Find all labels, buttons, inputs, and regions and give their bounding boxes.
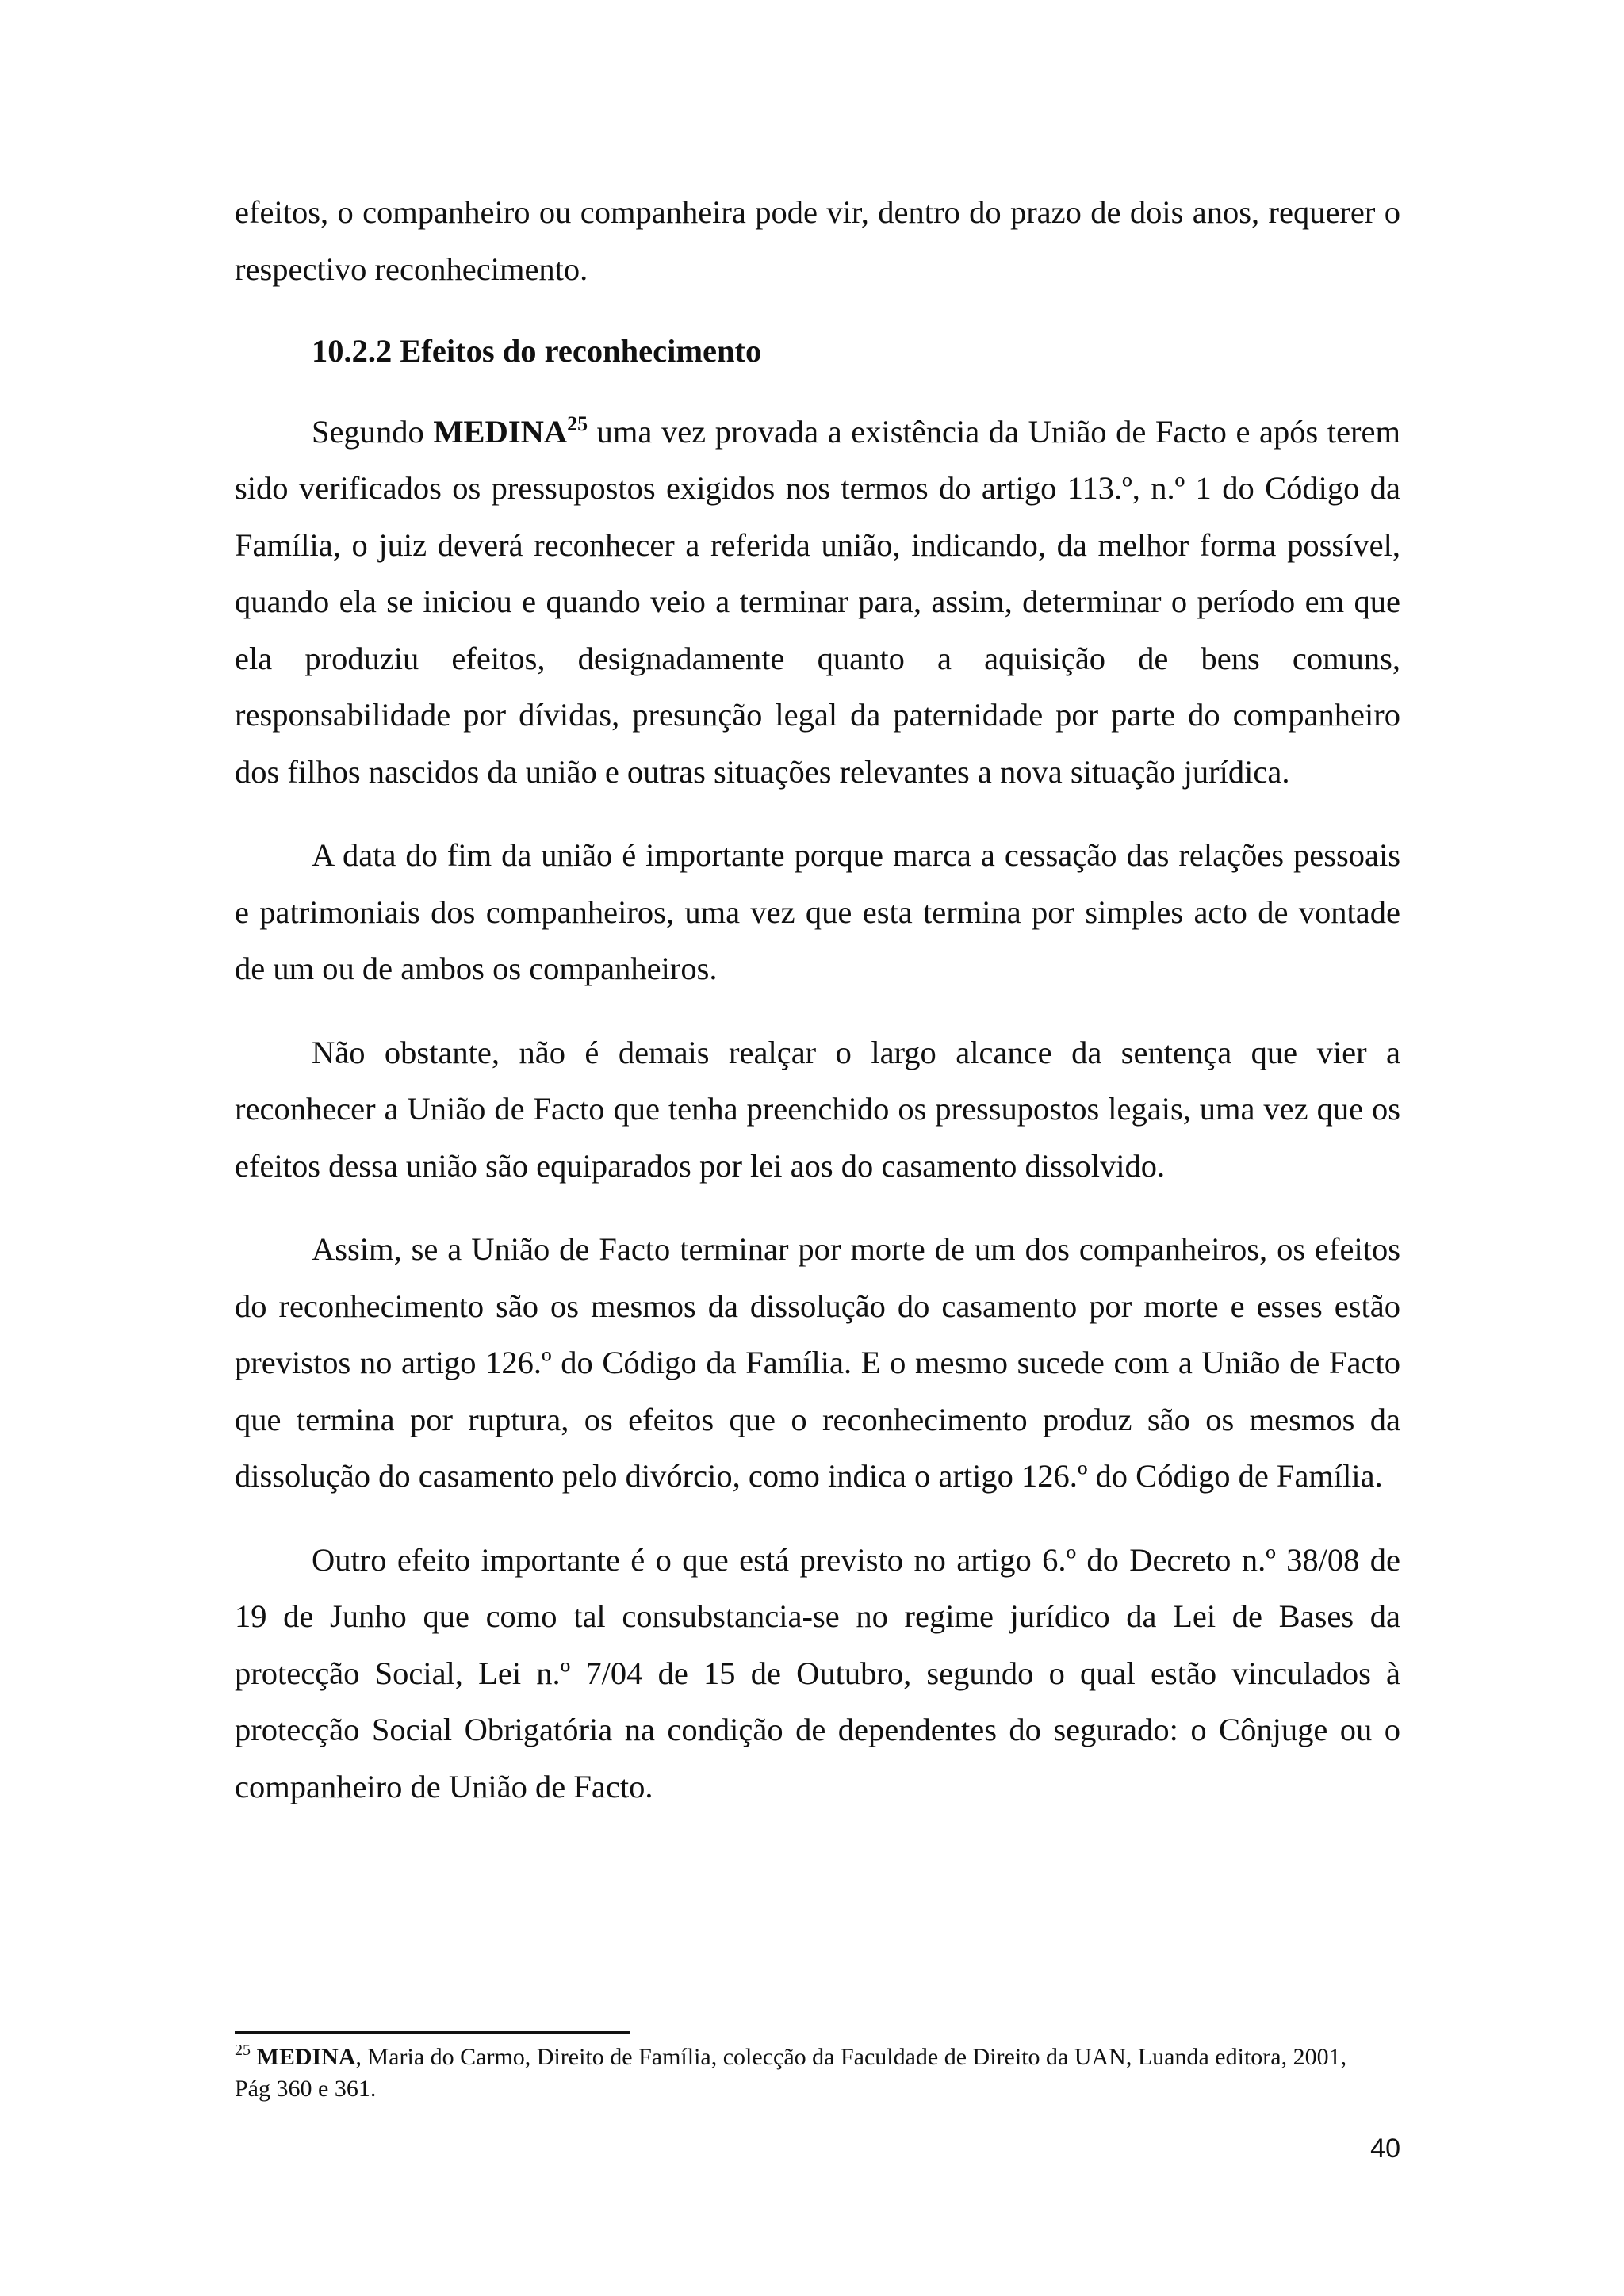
page-body: [235, 184, 1400, 1842]
paragraph-medina: [235, 404, 1400, 801]
paragraph-social-protection: Outro efeito importante é o que está previsto no artigo 6.º do Decreto n.º 38/08 de 19 de Junho que como tal consubstancia-se no regime jurídico da Lei de Bases da protecção Social, Lei n.º 7/04 de 15 de Outubro, segundo o qual estão vinculados à protecção Social Obrigatória na condição de dependentes do segurado: o Cônjuge ou o companheiro de União de Facto.: [235, 1541, 1400, 1804]
paragraph-lead: Segundo: [312, 413, 434, 450]
section-heading: 10.2.2 Efeitos do reconhecimento: [312, 333, 762, 369]
paragraph-death-rupture: Assim, se a União de Facto terminar por morte de um dos companheiros, os efeitos do reconhecimento são os mesmos da dissolução do casamento por morte e esses estão previstos no artigo 126.º do Código da Família. E o mesmo sucede com a União de Facto que termina por ruptura, os efeitos que o reconhecimento produz são os mesmos da dissolução do casamento pelo divórcio, como indica o artigo 126.º do Código de Família.: [235, 1231, 1400, 1494]
footnote-number: 25: [235, 2042, 251, 2059]
footnote-divider: [235, 2031, 630, 2034]
paragraph-end-date: A data do fim da união é importante porque marca a cessação das relações pessoais e patrimoniais dos companheiros, uma vez que esta termina por simples acto de vontade de um ou de ambos os companheiros.: [235, 837, 1400, 986]
cited-author: MEDINA: [433, 413, 568, 450]
footnote-reference[interactable]: 25: [567, 411, 588, 435]
paragraph-scope: Não obstante, não é demais realçar o largo alcance da sentença que vier a reconhecer a União de Facto que tenha preenchido os pressupostos legais, uma vez que os efeitos dessa união são equiparados por lei aos do casamento dissolvido.: [235, 1034, 1400, 1184]
paragraph-rest: uma vez provada a existência da União de Facto e após terem sido verificados os pressupostos exigidos nos termos do artigo 113.º, n.º 1 do Código da Família, o juiz deverá reconhecer a referida união, indicando, da melhor forma possível, quando ela se iniciou e quando veio a terminar para, assim, determinar o período em que ela produziu efeitos, designadamente quanto a aquisição de bens comuns, responsabilidade por dívidas, presunção legal da paternidade por parte do companheiro dos filhos nascidos da união e outras situações relevantes a nova situação jurídica.: [235, 413, 1401, 790]
continuation-paragraph: efeitos, o companheiro ou companheira pode vir, dentro do prazo de dois anos, requerer o respectivo reconhecimento.: [235, 194, 1400, 287]
footnote-author: MEDINA: [256, 2044, 356, 2070]
footnote-text: , Maria do Carmo, Direito de Família, colecção da Faculdade de Direito da UAN, Luanda editora, 2001, Pág 360 e 361.: [235, 2044, 1347, 2102]
footnote: [235, 2042, 1377, 2105]
page-number: 40: [1370, 2133, 1400, 2164]
